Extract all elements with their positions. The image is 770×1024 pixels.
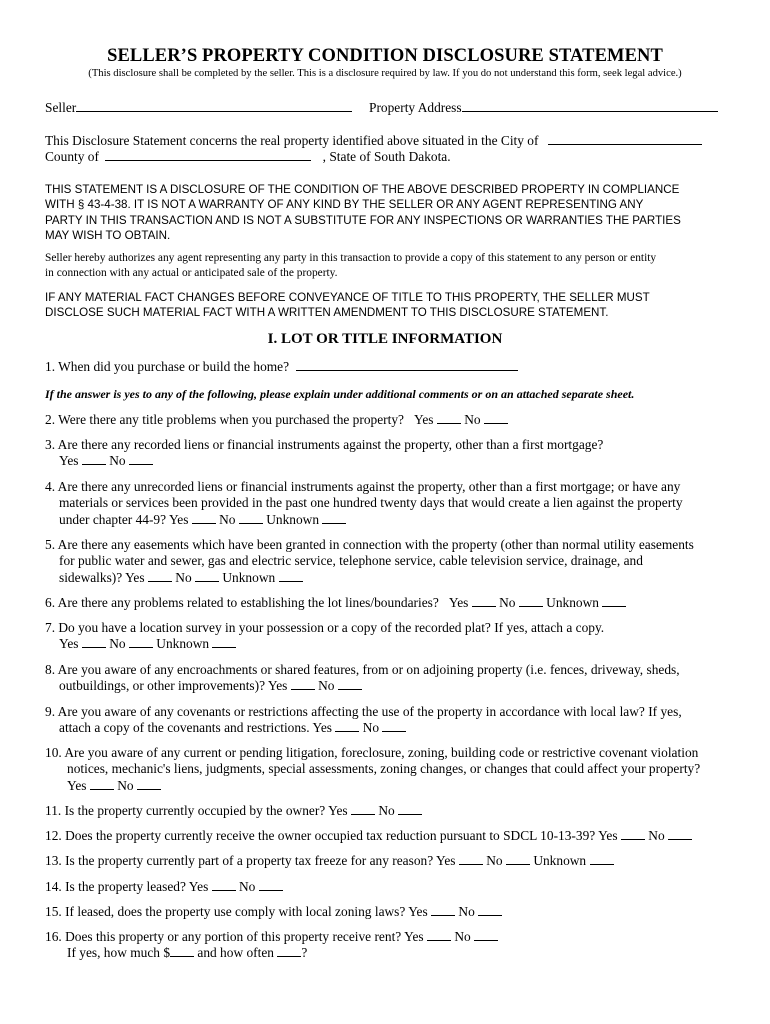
question-8 — [45, 662, 680, 695]
question-text: notices, mechanic's liens, judgments, special assessments, zoning changes, or changes that could affect your property? — [67, 761, 701, 777]
yes-blank[interactable] — [82, 453, 106, 465]
authorization-line: Seller hereby authorizes any agent representing any party in this transaction to provide a copy of this statement to any person or entity — [45, 252, 657, 264]
no-label: No — [464, 412, 481, 427]
instruction-text: If the answer is yes to any of the following, please explain under additional comments or on an attached separate sheet. — [45, 387, 635, 401]
no-blank[interactable] — [239, 512, 263, 524]
yes-blank[interactable] — [291, 678, 315, 690]
no-blank[interactable] — [474, 929, 498, 941]
purchase-date-field[interactable] — [296, 358, 518, 371]
no-label: No — [219, 511, 236, 527]
question-text: 7. Do you have a location survey in your possession or a copy of the recorded plat? If yes, attach a copy. — [45, 620, 605, 635]
unknown-label: Unknown — [266, 511, 320, 527]
material-fact-line: DISCLOSE SUCH MATERIAL FACT WITH A WRITTEN AMENDMENT TO THIS DISCLOSURE STATEMENT. — [45, 306, 609, 320]
no-label: No — [109, 453, 126, 469]
seller-row — [45, 99, 352, 116]
concerns-text: This Disclosure Statement concerns the real property identified above situated in the City of — [45, 133, 539, 148]
yes-label: Yes — [448, 595, 469, 610]
question-12 — [45, 828, 692, 844]
no-blank[interactable] — [338, 678, 362, 690]
question-9 — [45, 704, 682, 737]
city-field[interactable] — [548, 132, 702, 145]
no-blank[interactable] — [519, 595, 543, 607]
no-label: No — [499, 595, 516, 610]
no-label: No — [486, 853, 503, 868]
no-label: No — [239, 879, 256, 894]
question-6 — [45, 595, 626, 611]
yes-label: Yes — [168, 511, 189, 527]
no-blank[interactable] — [382, 720, 406, 732]
form-subtitle: (This disclosure shall be completed by the seller. This is a disclosure required by law. If you do not understand this form, seek legal advice.) — [88, 68, 682, 79]
question-text: 4. Are there any unrecorded liens or financial instruments against the property, other than a first mortgage; or have any — [45, 479, 681, 494]
yes-label: Yes — [328, 803, 348, 818]
no-label: No — [117, 777, 134, 793]
question-5 — [45, 537, 694, 586]
no-blank[interactable] — [478, 904, 502, 916]
yes-blank[interactable] — [459, 853, 483, 865]
question-11 — [45, 803, 422, 819]
yes-label: Yes — [408, 904, 428, 919]
property-address-row — [369, 99, 718, 116]
rent-amount-blank[interactable] — [170, 945, 194, 957]
authorization-line: in connection with any actual or anticipated sale of the property. — [45, 267, 338, 279]
yes-blank[interactable] — [472, 595, 496, 607]
question-text: 16. Does this property or any portion of this property receive rent? — [45, 929, 402, 944]
yes-blank[interactable] — [335, 720, 359, 732]
question-text: 11. Is the property currently occupied by the owner? — [45, 803, 326, 818]
question-text: 1. When did you purchase or build the home? — [45, 359, 290, 374]
material-fact-line: IF ANY MATERIAL FACT CHANGES BEFORE CONVEYANCE OF TITLE TO THIS PROPERTY, THE SELLER MUST — [45, 291, 650, 304]
no-label: No — [175, 569, 192, 585]
yes-label: Yes — [598, 828, 618, 843]
statement-line: MAY WISH TO OBTAIN. — [45, 228, 171, 242]
question-text: attach a copy of the covenants and restrictions. — [59, 720, 310, 736]
form-title: SELLER’S PROPERTY CONDITION DISCLOSURE STATEMENT — [107, 46, 663, 66]
yes-blank[interactable] — [427, 929, 451, 941]
unknown-label: Unknown — [533, 853, 587, 868]
yes-blank[interactable] — [621, 828, 645, 840]
yes-blank[interactable] — [351, 803, 375, 815]
unknown-label: Unknown — [546, 595, 599, 610]
yes-label: Yes — [59, 453, 79, 469]
state-text: , State of South Dakota. — [322, 149, 451, 164]
question-text: 15. If leased, does the property use comply with local zoning laws? — [45, 904, 406, 919]
unknown-blank[interactable] — [602, 595, 626, 607]
yes-blank[interactable] — [437, 412, 461, 424]
county-field[interactable] — [105, 148, 311, 161]
no-blank[interactable] — [129, 453, 153, 465]
yes-label: Yes — [67, 777, 87, 793]
yes-blank[interactable] — [90, 778, 114, 790]
question-4 — [45, 479, 683, 528]
yes-label: Yes — [188, 879, 209, 894]
question-text: 3. Are there any recorded liens or financial instruments against the property, other than a first mortgage? — [45, 437, 604, 452]
no-blank[interactable] — [195, 570, 219, 582]
question-text: for public water and sewer, gas and electric service, telephone service, cable television service, drainage, and — [59, 553, 643, 569]
rent-amount-label: If yes, how much $ — [67, 945, 171, 961]
authorization-paragraph — [45, 251, 656, 281]
question-1 — [45, 358, 518, 375]
yes-label: Yes — [436, 853, 456, 868]
seller-field[interactable] — [76, 99, 352, 112]
question-text: 6. Are there any problems related to establishing the lot lines/boundaries? — [45, 595, 439, 610]
statement-line: WITH § 43-4-38. IT IS NOT A WARRANTY OF ANY KIND BY THE SELLER OR ANY AGENT REPRESENTING ANY — [45, 198, 644, 212]
yes-label: Yes — [414, 412, 434, 427]
no-label: No — [378, 803, 395, 818]
question-10 — [45, 745, 700, 794]
rent-frequency-blank[interactable] — [277, 945, 301, 957]
unknown-blank[interactable] — [212, 636, 236, 648]
question-text: 10. Are you aware of any current or pending litigation, foreclosure, zoning, building code or restrictive covenant violation — [45, 745, 699, 760]
county-row — [45, 148, 451, 165]
question-text: sidewalks)? — [59, 569, 123, 585]
unknown-blank[interactable] — [590, 853, 614, 865]
no-blank[interactable] — [506, 853, 530, 865]
question-14 — [45, 879, 283, 895]
question-text: 2. Were there any title problems when you purchased the property? — [45, 412, 404, 427]
yes-label: Yes — [404, 929, 424, 944]
property-address-label: Property Address — [369, 100, 462, 115]
question-text: 13. Is the property currently part of a property tax freeze for any reason? — [45, 853, 434, 868]
no-label: No — [454, 929, 471, 944]
unknown-label: Unknown — [222, 569, 276, 585]
yes-blank[interactable] — [148, 570, 172, 582]
question-7 — [45, 620, 604, 653]
seller-label: Seller — [45, 100, 77, 115]
question-16 — [45, 929, 498, 962]
no-blank[interactable] — [129, 636, 153, 648]
unknown-blank[interactable] — [322, 512, 346, 524]
yes-label: Yes — [125, 569, 145, 585]
no-label: No — [458, 904, 475, 919]
no-blank[interactable] — [259, 879, 283, 891]
no-label: No — [109, 636, 126, 652]
question-text: under chapter 44-9? — [59, 511, 167, 527]
no-label: No — [648, 828, 665, 843]
question-text: 14. Is the property leased? — [45, 879, 186, 894]
question-text: 9. Are you aware of any covenants or restrictions affecting the use of the property in accordance with local law? If yes, — [45, 704, 682, 719]
no-blank[interactable] — [137, 778, 161, 790]
question-15 — [45, 904, 502, 920]
no-blank[interactable] — [484, 412, 508, 424]
yes-blank[interactable] — [82, 636, 106, 648]
property-address-field[interactable] — [462, 99, 718, 112]
question-13 — [45, 853, 614, 869]
no-blank[interactable] — [668, 828, 692, 840]
yes-blank[interactable] — [431, 904, 455, 916]
statement-line: THIS STATEMENT IS A DISCLOSURE OF THE CONDITION OF THE ABOVE DESCRIBED PROPERTY IN COMPLIANCE — [45, 183, 680, 196]
county-label: County of — [45, 149, 99, 164]
unknown-blank[interactable] — [279, 570, 303, 582]
question-3 — [45, 437, 603, 470]
question-text: outbuildings, or other improvements)? — [59, 678, 266, 694]
yes-blank[interactable] — [212, 879, 236, 891]
compliance-statement — [45, 182, 681, 243]
question-2 — [45, 412, 508, 428]
city-row — [45, 132, 702, 149]
rent-frequency-label: and how often — [197, 945, 274, 961]
question-text: 12. Does the property currently receive the owner occupied tax reduction pursuant to SDCL 10-13-39? — [45, 828, 596, 843]
yes-label: Yes — [312, 720, 332, 736]
statement-line: PARTY IN THIS TRANSACTION AND IS NOT A SUBSTITUTE FOR ANY INSPECTIONS OR WARRANTIES THE PARTIES — [45, 213, 681, 227]
section-title: I. LOT OR TITLE INFORMATION — [267, 331, 503, 347]
material-fact-paragraph — [45, 290, 650, 321]
unknown-label: Unknown — [156, 636, 210, 652]
question-text: 8. Are you aware of any encroachments or shared features, from or on adjoining property (i.e. fences, driveway, sheds, — [45, 662, 680, 677]
yes-label: Yes — [267, 678, 288, 694]
no-label: No — [362, 720, 380, 736]
question-mark: ? — [301, 945, 308, 961]
yes-blank[interactable] — [192, 512, 216, 524]
yes-label: Yes — [59, 636, 79, 652]
question-text: 5. Are there any easements which have been granted in connection with the property (other than normal utility easements — [45, 537, 694, 552]
no-blank[interactable] — [398, 803, 422, 815]
question-text: materials or services been provided in the past one hundred twenty days that would create a lien against the property — [59, 495, 683, 511]
no-label: No — [318, 678, 335, 694]
